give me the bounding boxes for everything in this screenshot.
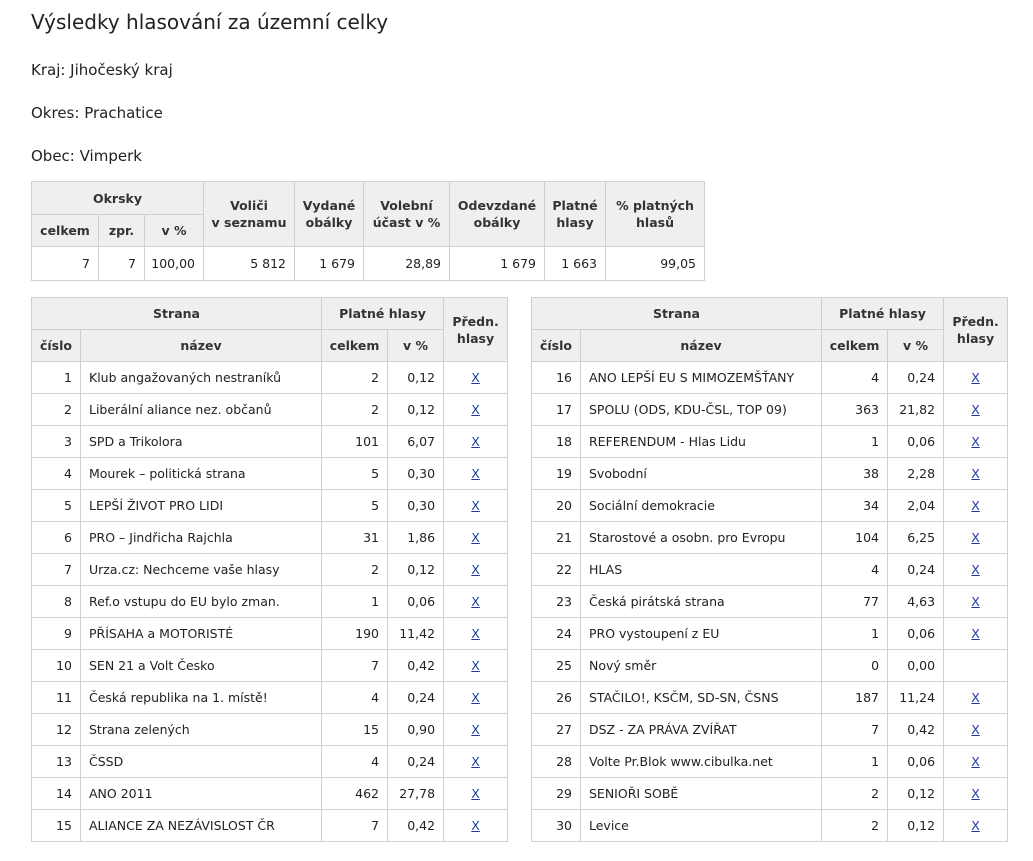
preferential-votes-cell bbox=[944, 778, 1008, 810]
okrsky-pct-value: 100,00 bbox=[145, 247, 204, 281]
preferential-votes-cell bbox=[444, 650, 508, 682]
party-number: 28 bbox=[532, 746, 581, 778]
predn-hlasy-header: Předn. hlasy bbox=[444, 298, 508, 362]
party-row bbox=[32, 522, 508, 554]
okrsky-pct-header: v % bbox=[145, 215, 204, 247]
okres-label: Okres: Prachatice bbox=[31, 104, 163, 122]
party-votes: 7 bbox=[322, 810, 388, 842]
party-percent: 0,30 bbox=[388, 490, 444, 522]
party-number: 26 bbox=[532, 682, 581, 714]
volici-value: 5 812 bbox=[204, 247, 295, 281]
party-number: 5 bbox=[32, 490, 81, 522]
party-name: HLAS bbox=[581, 554, 822, 586]
party-votes: 4 bbox=[822, 362, 888, 394]
party-name: Liberální aliance nez. občanů bbox=[81, 394, 322, 426]
party-number: 22 bbox=[532, 554, 581, 586]
preferential-votes-link[interactable]: X bbox=[971, 690, 980, 705]
strana-header: Strana bbox=[532, 298, 822, 330]
vydane-header: Vydané obálky bbox=[295, 182, 364, 247]
party-number: 9 bbox=[32, 618, 81, 650]
party-votes: 5 bbox=[322, 458, 388, 490]
preferential-votes-link[interactable]: X bbox=[471, 786, 480, 801]
preferential-votes-cell bbox=[444, 490, 508, 522]
preferential-votes-cell bbox=[944, 522, 1008, 554]
preferential-votes-cell bbox=[944, 682, 1008, 714]
party-votes: 1 bbox=[822, 746, 888, 778]
summary-row bbox=[32, 247, 705, 281]
obec-label: Obec: Vimperk bbox=[31, 147, 142, 165]
preferential-votes-link[interactable]: X bbox=[971, 722, 980, 737]
party-row bbox=[32, 778, 508, 810]
preferential-votes-link[interactable]: X bbox=[971, 594, 980, 609]
preferential-votes-cell bbox=[944, 650, 1008, 682]
party-number: 12 bbox=[32, 714, 81, 746]
party-name: Sociální demokracie bbox=[581, 490, 822, 522]
party-table-left bbox=[31, 297, 508, 842]
celkem-header: celkem bbox=[322, 330, 388, 362]
party-votes: 7 bbox=[822, 714, 888, 746]
party-percent: 0,06 bbox=[388, 586, 444, 618]
party-number: 21 bbox=[532, 522, 581, 554]
party-row bbox=[32, 362, 508, 394]
party-name: SPOLU (ODS, KDU-ČSL, TOP 09) bbox=[581, 394, 822, 426]
party-percent: 0,24 bbox=[888, 362, 944, 394]
okrsky-zpr-value: 7 bbox=[99, 247, 145, 281]
party-name: Česká republika na 1. místě! bbox=[81, 682, 322, 714]
party-number: 23 bbox=[532, 586, 581, 618]
party-row bbox=[32, 394, 508, 426]
preferential-votes-cell bbox=[444, 458, 508, 490]
party-row bbox=[532, 458, 1008, 490]
party-name: ANO 2011 bbox=[81, 778, 322, 810]
party-row bbox=[32, 650, 508, 682]
pct-header: v % bbox=[888, 330, 944, 362]
preferential-votes-link[interactable]: X bbox=[471, 594, 480, 609]
party-percent: 27,78 bbox=[388, 778, 444, 810]
party-votes: 190 bbox=[322, 618, 388, 650]
party-row bbox=[532, 554, 1008, 586]
party-name: Klub angažovaných nestraníků bbox=[81, 362, 322, 394]
party-row bbox=[32, 458, 508, 490]
party-number: 19 bbox=[532, 458, 581, 490]
party-percent: 0,24 bbox=[388, 682, 444, 714]
party-name: Strana zelených bbox=[81, 714, 322, 746]
party-percent: 0,12 bbox=[388, 394, 444, 426]
party-number: 3 bbox=[32, 426, 81, 458]
party-name: Ref.o vstupu do EU bylo zman. bbox=[81, 586, 322, 618]
party-name: SEN 21 a Volt Česko bbox=[81, 650, 322, 682]
party-name: Levice bbox=[581, 810, 822, 842]
party-number: 10 bbox=[32, 650, 81, 682]
party-name: LEPŠÍ ŽIVOT PRO LIDI bbox=[81, 490, 322, 522]
party-name: Nový směr bbox=[581, 650, 822, 682]
party-votes: 38 bbox=[822, 458, 888, 490]
party-percent: 0,90 bbox=[388, 714, 444, 746]
preferential-votes-cell bbox=[444, 810, 508, 842]
party-votes: 2 bbox=[322, 362, 388, 394]
party-votes: 4 bbox=[822, 554, 888, 586]
party-number: 2 bbox=[32, 394, 81, 426]
party-votes: 2 bbox=[822, 778, 888, 810]
party-number: 25 bbox=[532, 650, 581, 682]
preferential-votes-cell bbox=[444, 714, 508, 746]
celkem-header: celkem bbox=[822, 330, 888, 362]
party-number: 20 bbox=[532, 490, 581, 522]
okrsky-header: Okrsky bbox=[32, 182, 204, 215]
party-row bbox=[32, 746, 508, 778]
pct-platnych-value: 99,05 bbox=[606, 247, 705, 281]
party-name: ANO LEPŠÍ EU S MIMOZEMŠŤANY bbox=[581, 362, 822, 394]
preferential-votes-link[interactable]: X bbox=[971, 434, 980, 449]
party-percent: 11,24 bbox=[888, 682, 944, 714]
platne-hlasy-header: Platné hlasy bbox=[322, 298, 444, 330]
party-number: 17 bbox=[532, 394, 581, 426]
party-votes: 2 bbox=[322, 554, 388, 586]
party-row bbox=[32, 682, 508, 714]
party-name: STAČILO!, KSČM, SD-SN, ČSNS bbox=[581, 682, 822, 714]
party-row bbox=[32, 618, 508, 650]
preferential-votes-cell bbox=[444, 522, 508, 554]
party-number: 11 bbox=[32, 682, 81, 714]
party-votes: 77 bbox=[822, 586, 888, 618]
party-percent: 11,42 bbox=[388, 618, 444, 650]
preferential-votes-link[interactable]: X bbox=[471, 466, 480, 481]
party-percent: 0,42 bbox=[388, 810, 444, 842]
party-votes: 187 bbox=[822, 682, 888, 714]
party-votes: 462 bbox=[322, 778, 388, 810]
party-percent: 0,12 bbox=[888, 778, 944, 810]
party-percent: 1,86 bbox=[388, 522, 444, 554]
party-number: 8 bbox=[32, 586, 81, 618]
ucast-value: 28,89 bbox=[364, 247, 450, 281]
party-number: 30 bbox=[532, 810, 581, 842]
party-row bbox=[32, 426, 508, 458]
party-number: 29 bbox=[532, 778, 581, 810]
party-name: Mourek – politická strana bbox=[81, 458, 322, 490]
predn-hlasy-header: Předn. hlasy bbox=[944, 298, 1008, 362]
party-number: 14 bbox=[32, 778, 81, 810]
preferential-votes-cell bbox=[444, 362, 508, 394]
volici-header: Voliči v seznamu bbox=[204, 182, 295, 247]
party-votes: 101 bbox=[322, 426, 388, 458]
party-number: 16 bbox=[532, 362, 581, 394]
odevzdane-value: 1 679 bbox=[450, 247, 545, 281]
party-percent: 2,28 bbox=[888, 458, 944, 490]
preferential-votes-cell bbox=[944, 618, 1008, 650]
party-votes: 1 bbox=[822, 618, 888, 650]
party-percent: 0,06 bbox=[888, 746, 944, 778]
okrsky-celkem-header: celkem bbox=[32, 215, 99, 247]
party-row bbox=[532, 490, 1008, 522]
party-name: PŘÍSAHA a MOTORISTÉ bbox=[81, 618, 322, 650]
party-name: REFERENDUM - Hlas Lidu bbox=[581, 426, 822, 458]
preferential-votes-cell bbox=[444, 554, 508, 586]
party-percent: 0,12 bbox=[388, 362, 444, 394]
party-name: ČSSD bbox=[81, 746, 322, 778]
preferential-votes-link[interactable]: X bbox=[971, 370, 980, 385]
party-row bbox=[32, 490, 508, 522]
party-votes: 7 bbox=[322, 650, 388, 682]
page-title: Výsledky hlasování za územní celky bbox=[31, 10, 389, 34]
party-percent: 6,07 bbox=[388, 426, 444, 458]
party-row bbox=[532, 586, 1008, 618]
party-row bbox=[532, 714, 1008, 746]
preferential-votes-link[interactable]: X bbox=[471, 434, 480, 449]
party-name: SENIOŘI SOBĚ bbox=[581, 778, 822, 810]
party-percent: 0,12 bbox=[888, 810, 944, 842]
party-number: 18 bbox=[532, 426, 581, 458]
party-percent: 0,24 bbox=[388, 746, 444, 778]
nazev-header: název bbox=[81, 330, 322, 362]
party-name: Svobodní bbox=[581, 458, 822, 490]
preferential-votes-cell bbox=[944, 746, 1008, 778]
party-votes: 2 bbox=[822, 810, 888, 842]
party-votes: 5 bbox=[322, 490, 388, 522]
preferential-votes-cell bbox=[444, 778, 508, 810]
party-percent: 0,42 bbox=[888, 714, 944, 746]
party-percent: 6,25 bbox=[888, 522, 944, 554]
preferential-votes-link[interactable]: X bbox=[971, 754, 980, 769]
party-number: 24 bbox=[532, 618, 581, 650]
party-row bbox=[32, 714, 508, 746]
party-votes: 0 bbox=[822, 650, 888, 682]
party-percent: 2,04 bbox=[888, 490, 944, 522]
preferential-votes-link[interactable]: X bbox=[971, 466, 980, 481]
preferential-votes-cell bbox=[944, 490, 1008, 522]
preferential-votes-link[interactable]: X bbox=[971, 402, 980, 417]
preferential-votes-link[interactable]: X bbox=[971, 626, 980, 641]
preferential-votes-cell bbox=[444, 682, 508, 714]
preferential-votes-cell bbox=[944, 394, 1008, 426]
party-votes: 1 bbox=[322, 586, 388, 618]
party-votes: 1 bbox=[822, 426, 888, 458]
preferential-votes-link[interactable]: X bbox=[471, 626, 480, 641]
okrsky-celkem-value: 7 bbox=[32, 247, 99, 281]
party-row bbox=[32, 810, 508, 842]
preferential-votes-cell bbox=[944, 810, 1008, 842]
party-row bbox=[532, 618, 1008, 650]
preferential-votes-cell bbox=[944, 458, 1008, 490]
strana-header: Strana bbox=[32, 298, 322, 330]
party-name: SPD a Trikolora bbox=[81, 426, 322, 458]
party-votes: 31 bbox=[322, 522, 388, 554]
party-votes: 363 bbox=[822, 394, 888, 426]
preferential-votes-link[interactable]: X bbox=[471, 658, 480, 673]
party-name: Urza.cz: Nechceme vaše hlasy bbox=[81, 554, 322, 586]
preferential-votes-link[interactable]: X bbox=[471, 818, 480, 833]
party-row bbox=[532, 810, 1008, 842]
party-percent: 21,82 bbox=[888, 394, 944, 426]
cislo-header: číslo bbox=[532, 330, 581, 362]
party-row bbox=[532, 362, 1008, 394]
preferential-votes-link[interactable]: X bbox=[471, 498, 480, 513]
party-name: Starostové a osobn. pro Evropu bbox=[581, 522, 822, 554]
vydane-value: 1 679 bbox=[295, 247, 364, 281]
party-number: 1 bbox=[32, 362, 81, 394]
party-percent: 0,24 bbox=[888, 554, 944, 586]
party-name: PRO vystoupení z EU bbox=[581, 618, 822, 650]
party-row bbox=[532, 778, 1008, 810]
party-votes: 2 bbox=[322, 394, 388, 426]
party-row bbox=[532, 746, 1008, 778]
cislo-header: číslo bbox=[32, 330, 81, 362]
party-number: 15 bbox=[32, 810, 81, 842]
party-percent: 0,30 bbox=[388, 458, 444, 490]
preferential-votes-link[interactable]: X bbox=[971, 818, 980, 833]
party-row bbox=[532, 426, 1008, 458]
party-name: DSZ - ZA PRÁVA ZVÍŘAT bbox=[581, 714, 822, 746]
preferential-votes-link[interactable]: X bbox=[471, 754, 480, 769]
party-name: PRO – Jindřicha Rajchla bbox=[81, 522, 322, 554]
party-percent: 0,00 bbox=[888, 650, 944, 682]
preferential-votes-link[interactable]: X bbox=[971, 562, 980, 577]
party-row bbox=[532, 522, 1008, 554]
party-votes: 34 bbox=[822, 490, 888, 522]
preferential-votes-cell bbox=[444, 618, 508, 650]
party-name: Česká pirátská strana bbox=[581, 586, 822, 618]
party-votes: 4 bbox=[322, 682, 388, 714]
party-votes: 15 bbox=[322, 714, 388, 746]
preferential-votes-link[interactable]: X bbox=[471, 402, 480, 417]
okrsky-zpr-header: zpr. bbox=[99, 215, 145, 247]
preferential-votes-cell bbox=[944, 362, 1008, 394]
party-percent: 0,06 bbox=[888, 618, 944, 650]
preferential-votes-cell bbox=[944, 586, 1008, 618]
preferential-votes-link[interactable]: X bbox=[471, 690, 480, 705]
party-number: 6 bbox=[32, 522, 81, 554]
kraj-label: Kraj: Jihočeský kraj bbox=[31, 61, 173, 79]
party-percent: 0,06 bbox=[888, 426, 944, 458]
preferential-votes-cell bbox=[944, 554, 1008, 586]
summary-table bbox=[31, 181, 705, 281]
platne-hlasy-header: Platné hlasy bbox=[822, 298, 944, 330]
party-percent: 0,12 bbox=[388, 554, 444, 586]
preferential-votes-cell bbox=[444, 586, 508, 618]
party-row bbox=[532, 682, 1008, 714]
party-row bbox=[532, 650, 1008, 682]
preferential-votes-cell bbox=[444, 426, 508, 458]
platne-header: Platné hlasy bbox=[545, 182, 606, 247]
preferential-votes-link[interactable]: X bbox=[971, 498, 980, 513]
party-number: 7 bbox=[32, 554, 81, 586]
party-row bbox=[32, 586, 508, 618]
preferential-votes-cell bbox=[444, 746, 508, 778]
preferential-votes-cell bbox=[444, 394, 508, 426]
preferential-votes-link[interactable]: X bbox=[971, 530, 980, 545]
preferential-votes-cell bbox=[944, 714, 1008, 746]
party-votes: 104 bbox=[822, 522, 888, 554]
preferential-votes-link[interactable]: X bbox=[471, 370, 480, 385]
party-name: Volte Pr.Blok www.cibulka.net bbox=[581, 746, 822, 778]
preferential-votes-link[interactable]: X bbox=[471, 562, 480, 577]
party-row bbox=[32, 554, 508, 586]
preferential-votes-cell bbox=[944, 426, 1008, 458]
pct-header: v % bbox=[388, 330, 444, 362]
party-votes: 4 bbox=[322, 746, 388, 778]
party-percent: 0,42 bbox=[388, 650, 444, 682]
party-number: 4 bbox=[32, 458, 81, 490]
nazev-header: název bbox=[581, 330, 822, 362]
party-number: 13 bbox=[32, 746, 81, 778]
preferential-votes-link[interactable]: X bbox=[971, 786, 980, 801]
platne-value: 1 663 bbox=[545, 247, 606, 281]
party-table-right bbox=[531, 297, 1008, 842]
party-name: ALIANCE ZA NEZÁVISLOST ČR bbox=[81, 810, 322, 842]
preferential-votes-link[interactable]: X bbox=[471, 530, 480, 545]
ucast-header: Volební účast v % bbox=[364, 182, 450, 247]
party-percent: 4,63 bbox=[888, 586, 944, 618]
party-row bbox=[532, 394, 1008, 426]
pct-platnych-header: % platných hlasů bbox=[606, 182, 705, 247]
party-number: 27 bbox=[532, 714, 581, 746]
odevzdane-header: Odevzdané obálky bbox=[450, 182, 545, 247]
preferential-votes-link[interactable]: X bbox=[471, 722, 480, 737]
